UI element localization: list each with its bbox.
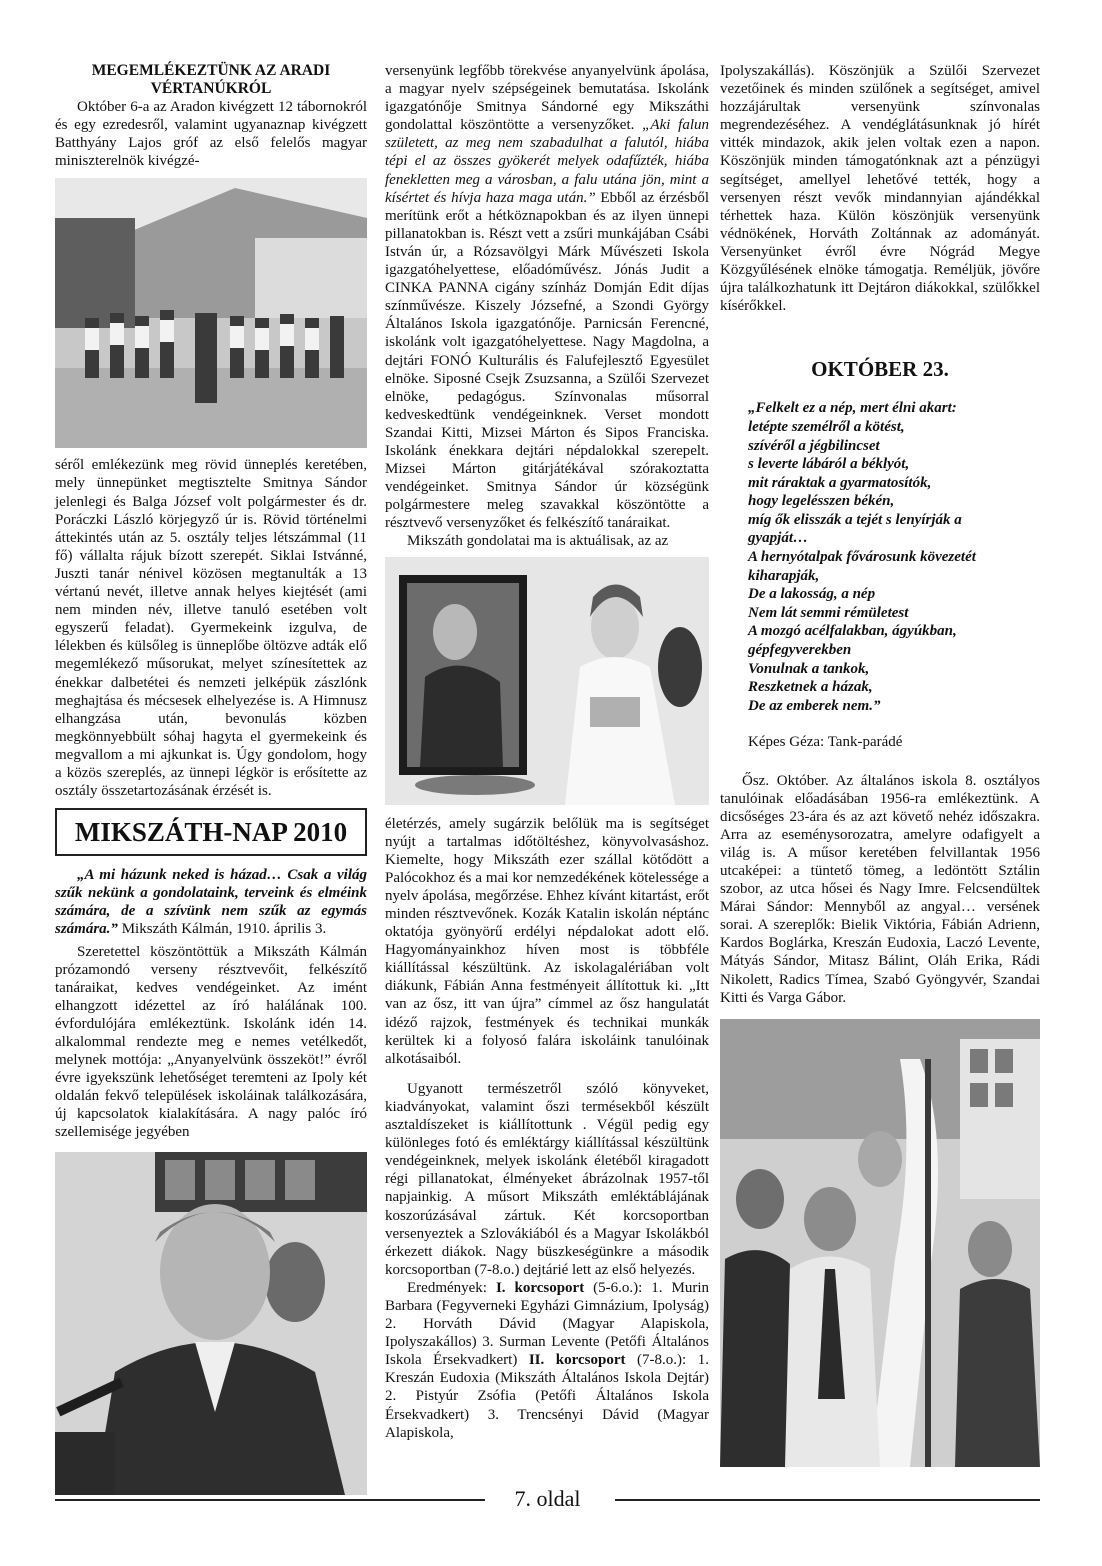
column-2	[385, 62, 709, 1442]
aradi-paragraph-2: séről emlékezünk meg rövid ünneplés keretében, mely ünnepünket megtisztelte Smitnya Sándor jelenlegi és Balga József volt polgármester és dr. Poráczki László körjegyző úr is. Rövid történelmi áttekintés után az 5. osztály teljes létszámmal (11 fő) vállalta rájuk bízott szerepét. Siklai Istvánné, Juszti tanár nénivel közösen megtanulták a 13 vértanú nevét, illetve annak helyes kiejtését (ami nem minden név, illetve tanuló esetében volt egyszerű feladat). Gyermekeink izgulva, de lélekben és külsőleg is ünneplőbe öltözve adták elő megemlékező műsorukat, melyet színesítettek az énekkar dalbetétei és nemzeti jelképük zászlónk meghajtása és mécsesek elhelyezése is. A Himnusz elhangzása után, bevonulás közben megkönnyebbült sóhaj hagyta el gyermekeink és megvallom a mi ajkunkat is. Úgy gondolom, hogy a közös szereplés, az ünnepi légkör is erősítette az osztály összetartozásának érzését is.	[55, 457, 367, 800]
article-title-aradi: MEGEMLÉKEZTÜNK AZ ARADI VÉRTANÚKRÓL	[91, 62, 331, 97]
mikszath-paragraph-2	[385, 62, 709, 532]
poem-line: Nem lát semmi rémületest	[748, 604, 909, 621]
aradi-paragraph-1: Október 6-a az Aradon kivégzett 12 tábornokról és egy ezredesről, valamint ugyanaznap kivégzett Batthyány Lajos gróf az első felelős magyar miniszterelnök kivégzé-	[55, 99, 367, 170]
column-3	[720, 62, 1040, 1467]
poem-line: De a lakosság, a nép	[748, 586, 876, 603]
column-1	[55, 62, 367, 1495]
results-group-1-label: I. korcsoport	[495, 1279, 585, 1296]
results-group-2-text: (7-8.o.): 1. Kreszán Eudoxia (Mikszáth Általános Iskola Dejtár) 2. Pistyúr Zsófia (Petőfi Általános Iskola Érsekvadkert) 3. Trencsényi Dávid (Magyar Alapiskola,	[385, 1352, 709, 1441]
mikszath-paragraph-7: Ipolyszakállás). Köszönjük a Szülői Szervezet vezetőinek és minden szülőnek a segítséget, amivel hozzájárultak versenyünk színvonalas megrendezéséhez. A vendéglátásunknak jó hírét vitték mindazok, akik jelen voltak ezen a napon. Köszönjük minden támogatónknak azt a pénzügyi segítséget, amellyel lehetővé tették, hogy a versenyen részt vevők mindannyian ajándékkal térhettek haza. Külön köszönjük versenyünk védnökének, Horváth Zoltánnak az adományát. Versenyünket évről évre Nógrád Megye Közgyűlésének elnöke támogatja. Reméljük, jövőre újra találkozhatunk itt Dejtáron diákokkal, szülőkkel kísérőkkel.	[720, 63, 1040, 315]
poem-line: gépfegyverekben	[748, 642, 852, 659]
poem-line: kiharapják,	[748, 567, 820, 584]
results-lead: Eredmények:	[407, 1279, 496, 1296]
photo-speaker	[55, 1152, 367, 1495]
mikszath-paragraph-3: Mikszáth gondolatai ma is aktuálisak, az az	[407, 533, 669, 550]
results-group-2-label: II. korcsoport	[528, 1352, 626, 1369]
mikszath-paragraph-2b: Ebből az érzésből merítünk erőt a hétköznapokban és az ilyen ünnepi pillanatokban is. Részt vett a zsűri munkájában Csábi István úr, a Rózsavölgyi Márk Művészeti Iskola igazgatóhelyettese, előadóművész. Jónás Judit a CINKA PANNA cigány színház Domján Edit díjas színművésze. Kiszely Józsefné, a Szondi György Általános Iskola igazgatónője. Parnicsán Ferencné, iskolánk volt igazgatóhelyettese. Nagy Magdolna, a dejtári FONÓ Kulturális és Falufejlesztő Egyesület elnöke. Siposné Csejk Zsuzsanna, a Szülői Szervezet elnöke, pedagógus. Színvonalas műsorral kedveskedtünk vendégeinknek. Verset mondott Szandai Kitti, Mizsei Márton és Sipos Franciska. Iskolánk énekkara dejtári népdalokkal szerepelt. Mizsei Márton gitárjátékával szórakoztatta vendégeinket. Smitnya Sándor úr községünk polgármestere meleg szavakkal köszöntötte a résztvevő versenyzőket és felkészítő tanáraikat.	[385, 189, 709, 532]
photo-aradi-ceremony-image	[55, 178, 367, 448]
mikszath-motto-quote: „A mi házunk neked is házad… Csak a világ szűk nekünk a gondolataink, terveink és elméink számára, de a szívünk nem szűk az egymás számára.”	[55, 867, 367, 938]
article-title-mikszath: MIKSZÁTH-NAP 2010	[55, 808, 367, 856]
poem-line: Reszketnek a házak,	[748, 679, 873, 696]
mikszath-motto-source: Mikszáth Kálmán, 1910. április 3.	[117, 921, 327, 938]
mikszath-paragraph-1: Szeretettel köszöntöttük a Mikszáth Kálmán prózamondó verseny résztvevőit, felkészítő tanáraikat, kedves vendégeinket. Az imént elhangzott idézettel az író halálának 100. évfordulójára emlékeztünk. Iskolánk idén 14. alkalommal rendezte meg e nemes vetélkedőt, melynek mottója: „Anyanyelvünk összeköt!” évről évre igyekszünk lehetőséget teremteni az Ipoly két oldalán fekvő települések iskoláinak találkozására, új kapcsolatok kialakítására. A nagy palóc író szellemisége jegyében	[55, 943, 367, 1141]
page-number: 7. oldal	[505, 1486, 591, 1511]
poem-line: letépte személről a kötést,	[748, 418, 905, 435]
mikszath-results	[385, 1279, 709, 1442]
mikszath-paragraph-4: életérzés, amely sugárzik belőlük ma is segítséget nyújt a tartalmas időtöltéshez, könyvolvasáshoz. Kiemelte, hogy Mikszáth ezer szállal kötődött a Palócokhoz és a mai kor nemzedékének kötelessége a nyelv ápolása, megőrzése. Ehhez kívánt kitartást, erőt minden résztvevőnek. Kozák Katalin iskolán néptánc oktatója gyönyörű erdélyi népdalokat adott elő. Hagyományainkhoz híven most is többféle kiállítással készültünk. Az iskolagalériában volt diákunk, Fábián Anna festményeit állítottuk ki. „Itt van az ősz, itt van újra” címmel az ősz hangulatát idéző rajzok, festmények és technikai munkák kerültek ki a folyosó falára iskoláink tanulóinak alkotásaiból.	[385, 815, 709, 1067]
poem-author: Képes Géza: Tank-parádé	[748, 734, 903, 751]
photo-speaker-image	[55, 1152, 367, 1495]
poem-line: s leverte lábáról a béklyót,	[748, 456, 910, 473]
poem-line: De az emberek nem.”	[748, 697, 881, 714]
mikszath-paragraph-2a: versenyünk legfőbb törekvése anyanyelvünk ápolása, a magyar nyelv szépségeinek bemutatása. Iskolánk igazgatónője Smitnya Sándorné egy Mikszáthi gondolattal köszöntötte a versenyzőket.	[385, 63, 709, 134]
photo-portrait-girl	[385, 557, 709, 805]
poem-line: míg ők elisszák a tejét s lenyírják a	[748, 511, 962, 528]
poem-line: szívéről a jégbilincset	[748, 437, 880, 454]
poem-line: „Felkelt ez a nép, mert élni akart:	[748, 400, 957, 417]
poem-line: gyapját…	[748, 530, 808, 547]
page-footer	[55, 1486, 1040, 1512]
mikszath-quote-falu: „Aki falun született, az meg nem szabadulhat a falutól, hiába tépi el az összes gyökerét melyek odafűzték, hiába fenekletten meg a városban, a falu utána jön, mint a kísértet és hívja haza maga után.”	[385, 117, 709, 206]
poem-line: hogy legelésszen békén,	[748, 493, 895, 510]
poem-line: A hernyótalpak fővárosunk kövezetét	[748, 549, 976, 566]
oktober-paragraph-1: Ősz. Október. Az általános iskola 8. osztályos tanulóinak előadásában 1956-ra emlékeztünk. A dicsőséges 23-ára és az azt követő nehéz időszakra. Arra az eseménysorozatra, amelyre odafigyelt a világ is. A műsor keretében felvillantak 1956 utcaképei: a tüntető tömeg, a ledöntött Sztálin szobor, az utca hősei és Nagy Imre. Felcsendültek Márai Sándor: Mennyből az angyal… versének sorai. A szereplők: Bielik Viktória, Fábián Adrienn, Kardos Boglárka, Kreszán Eudoxia, Laczó Levente, Mátyás Sándor, Mitasz Bálint, Oláh Erika, Rádi Nikolett, Radics Tímea, Szabó Gyöngyvér, Szandai Kitti és Varga Gábor.	[720, 772, 1040, 1006]
photo-portrait-girl-image	[385, 557, 709, 805]
results-group-1-text: (5-6.o.): 1. Murin Barbara (Fegyverneki Egyházi Gimnázium, Ipolyság) 2. Horváth Dávid (Magyar Alapiskola, Ipolyszakállos) 3. Surman Levente (Petőfi Általános Iskola Érsekvadkert)	[385, 1279, 710, 1369]
page-number-wrap	[55, 1486, 1040, 1512]
mikszath-motto	[55, 866, 367, 938]
poem-line: Vonulnak a tankok,	[748, 660, 870, 677]
article-title-oktober-23: OKTÓBER 23.	[811, 357, 949, 382]
mikszath-paragraph-5: Ugyanott természetről szóló könyveket, kiadványokat, valamint őszi termésekből készült asztaldíszeket is kiállítottunk . Végül pedig egy különleges fotó és emléktárgy kiállítással készültünk vendégeinknek, melyek iskolánk életéből kiragadott régi pillanatokat, élményeket ábrázolnak 1957-től napjainkig. A műsort Mikszáth emléktáblájának koszorúzásával zártuk. Két korcsoportban versenyeztek a Szlovákiából és a Magyar Iskolákból érkezett diákok. Nagy büszkeségünkre a második korcsoportban (7-8.o.) dejtárié lett az első helyezés.	[385, 1080, 709, 1278]
photo-students-flag	[720, 1019, 1040, 1467]
poem-line: A mozgó acélfalakban, ágyúkban,	[748, 623, 957, 640]
photo-students-flag-image	[720, 1019, 1040, 1467]
poem-line: mit ráraktak a gyarmatosítók,	[748, 474, 932, 491]
photo-aradi-ceremony	[55, 178, 367, 448]
poem	[748, 399, 1040, 715]
